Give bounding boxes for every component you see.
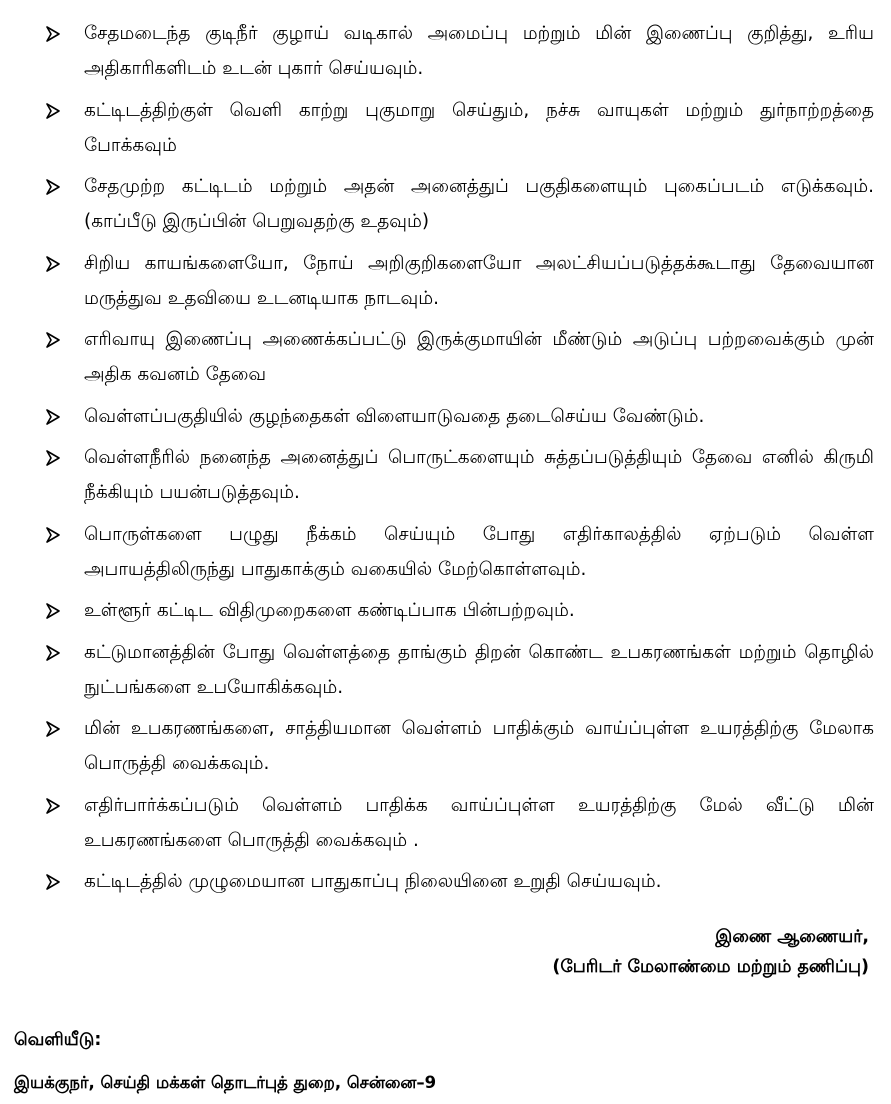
bullet-item-11 [46, 711, 874, 781]
arrow-bullet-icon [46, 450, 60, 466]
signature-title: இணை ஆணையர், [715, 927, 869, 947]
bullet-text: வெள்ளப்பகுதியில் குழந்தைகள் விளையாடுவதை தடைசெய்ய வேண்டும். [84, 405, 705, 427]
arrow-bullet-icon [46, 527, 60, 543]
release-label: வெளியீடு: [14, 1030, 102, 1050]
bullet-text: கட்டிடத்தில் முழுமையான பாதுகாப்பு நிலையினை உறுதி செய்யவும். [84, 871, 662, 892]
arrow-bullet-icon [46, 256, 60, 272]
bullet-text: சேதமுற்ற கட்டிடம் மற்றும் அதன் அனைத்துப் பகுதிகளையும் புகைப்படம் எடுக்கவும். (காப்பீடு இருப்பின் பெறுவதற்கு உதவும்) [84, 176, 874, 232]
bullet-item-4 [46, 246, 874, 316]
bullet-item-5 [46, 322, 874, 392]
bullet-item-9 [46, 593, 874, 628]
signature-department: (பேரிடர் மேலாண்மை மற்றும் தணிப்பு) [552, 957, 869, 977]
arrow-bullet-icon [46, 874, 60, 890]
bullet-text: எரிவாயு இணைப்பு அணைக்கப்பட்டு இருக்குமாயின் மீண்டும் அடுப்பு பற்றவைக்கும் முன் அதிக கவனம் தேவை [84, 329, 874, 385]
bullet-item-3 [46, 169, 874, 239]
arrow-bullet-icon [46, 721, 60, 737]
bullet-item-13 [46, 864, 874, 899]
arrow-bullet-icon [46, 645, 60, 661]
bullet-text: மின் உபகரணங்களை, சாத்தியமான வெள்ளம் பாதிக்கும் வாய்ப்புள்ள உயரத்திற்கு மேலாக பொருத்தி வைக்கவும். [84, 718, 874, 774]
arrow-bullet-icon [46, 409, 60, 425]
arrow-bullet-icon [46, 603, 60, 619]
bullet-text: கட்டிடத்திற்குள் வெளி காற்று புகுமாறு செய்தும், நச்சு வாயுகள் மற்றும் துர்நாற்றத்தை போக்கவும் [84, 99, 874, 156]
bullet-list [46, 16, 874, 906]
arrow-bullet-icon [46, 332, 60, 348]
bullet-text: பொருள்களை பழுது நீக்கம் செய்யும் போது எதிர்காலத்தில் ஏற்படும் வெள்ள அபாயத்திலிருந்து பாதுகாக்கும் வகையில் மேற்கொள்ளவும். [84, 523, 874, 580]
arrow-bullet-icon [46, 179, 60, 195]
bullet-text: கட்டுமானத்தின் போது வெள்ளத்தை தாங்கும் திறன் கொண்ட உபகரணங்கள் மற்றும் தொழில் நுட்பங்களை உபயோகிக்கவும். [84, 641, 874, 698]
bullet-text: சிறிய காயங்களையோ, நோய் அறிகுறிகளையோ அலட்சியப்படுத்தக்கூடாது தேவையான மருத்துவ உதவியை உடனடியாக நாடவும். [84, 252, 874, 309]
signature-block [552, 922, 869, 982]
bullet-text: எதிர்பார்க்கப்படும் வெள்ளம் பாதிக்க வாய்ப்புள்ள உயரத்திற்கு மேல் வீட்டு மின் உபகரணங்களை பொருத்தி வைக்கவும் . [84, 794, 874, 851]
release-from: இயக்குநர், செய்தி மக்கள் தொடர்புத் துறை, சென்னை–9 [14, 1073, 437, 1092]
arrow-bullet-icon [46, 26, 60, 42]
arrow-bullet-icon [46, 103, 60, 119]
bullet-item-7 [46, 440, 874, 510]
bullet-item-10 [46, 635, 874, 705]
arrow-bullet-icon [46, 798, 60, 814]
bullet-item-1 [46, 16, 874, 86]
bullet-item-2 [46, 93, 874, 163]
bullet-item-8 [46, 517, 874, 587]
bullet-item-6 [46, 399, 874, 434]
bullet-item-12 [46, 788, 874, 858]
bullet-text: வெள்ளநீரில் நனைந்த அனைத்துப் பொருட்களையும் சுத்தப்படுத்தியும் தேவை எனில் கிருமி நீக்கியும் பயன்படுத்தவும். [84, 447, 874, 503]
bullet-text: உள்ளூர் கட்டிட விதிமுறைகளை கண்டிப்பாக பின்பற்றவும். [84, 600, 575, 621]
bullet-text: சேதமடைந்த குடிநீர் குழாய் வடிகால் அமைப்பு மற்றும் மின் இணைப்பு குறித்து, உரிய அதிகாரிகளிடம் உடன் புகார் செய்யவும். [84, 23, 874, 79]
